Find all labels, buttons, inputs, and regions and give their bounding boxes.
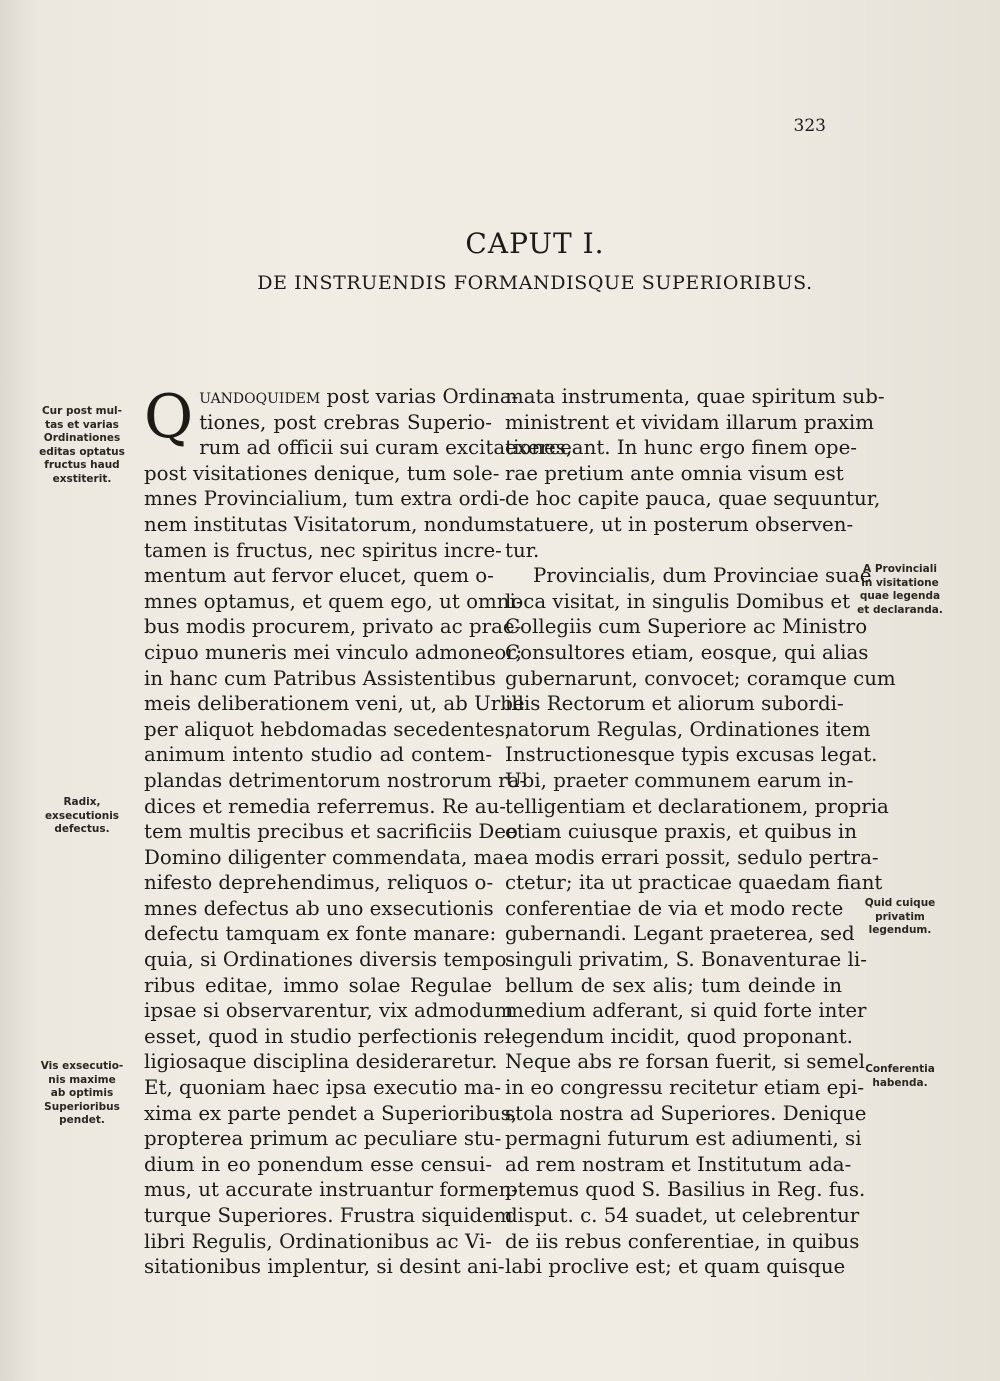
margin-note-left-3: Vis exsecutio- nis maxime ab optimis Superioribus pendet.	[40, 1060, 124, 1126]
text-line: mata instrumenta, quae spiritum sub-	[505, 385, 885, 408]
text-line: illis Rectorum et aliorum subordi-	[505, 692, 844, 716]
opening-word: uandoquidem	[199, 385, 321, 408]
text-line: propterea primum ac peculiare stu-	[144, 1127, 502, 1151]
text-line: bellum de sex alis; tum deinde in	[505, 973, 842, 997]
page-number: 323	[793, 116, 826, 136]
body-column-right	[505, 384, 896, 1280]
text-line: etiam cuiusque praxis, et quibus in	[505, 820, 857, 844]
text-line: sitationibus implentur, si desint ani-	[144, 1255, 505, 1279]
text-line: conferentiae de via et modo recte	[505, 896, 844, 920]
text-line: ea modis errari possit, sedulo pertra-	[505, 845, 879, 869]
text-line: mnes Provincialium, tum extra ordi-	[144, 487, 506, 511]
text-line: ipsae si observarentur, vix admodum	[144, 999, 514, 1023]
text-line: mus, ut accurate instruantur formen-	[144, 1178, 518, 1202]
text-line: Domino diligenter commendata, ma-	[144, 845, 511, 869]
text-line: tiones, post crebras Superio-	[199, 410, 492, 434]
text-line: mentum aut fervor elucet, quem o-	[144, 564, 494, 588]
text-line: nem institutas Visitatorum, nondum	[144, 512, 506, 536]
text-line: quia, si Ordinationes diversis tempo-	[144, 948, 514, 972]
text-line: medium adferant, si quid forte inter	[505, 999, 867, 1023]
text-line: post visitationes denique, tum sole-	[144, 461, 500, 485]
text-line: in eo congressu recitetur etiam epi-	[505, 1076, 864, 1100]
text-line: Provincialis, dum Provinciae suae	[533, 564, 872, 588]
text-line: xima ex parte pendet a Superioribus,	[144, 1101, 518, 1125]
text-line: Neque abs re forsan fuerit, si semel	[505, 1050, 865, 1074]
text-line: Ubi, praeter communem earum in-	[505, 768, 854, 792]
text-line: animum intento studio ad contem-	[144, 743, 492, 767]
margin-note-right-2: Quid cuique privatim legendum.	[864, 897, 936, 936]
text-line: cipuo muneris mei vinculo admoneor;	[144, 640, 523, 664]
text-line: loca visitat, in singulis Domibus et	[505, 589, 851, 613]
text-line: tur.	[505, 538, 540, 562]
text-line: singuli privatim, S. Bonaventurae li-	[505, 948, 867, 972]
text-line: gubernarunt, convocet; coramque cum	[505, 666, 896, 690]
text-line: defectu tamquam ex fonte manare:	[144, 922, 497, 946]
text-line: Collegiis cum Superiore ac Ministro	[505, 615, 868, 639]
text-line: de hoc capite pauca, quae sequuntur,	[505, 487, 881, 511]
text-line: dium in eo ponendum esse censui-	[144, 1152, 492, 1176]
text-line: ad rem nostram et Institutum ada-	[505, 1152, 852, 1176]
drop-cap: Q	[144, 382, 194, 452]
text-line: uandoquidem post varias Ordina-	[199, 385, 519, 408]
text-line: libri Regulis, Ordinationibus ac Vi-	[144, 1229, 492, 1253]
margin-note-left-2: Radix, exsecutionis defectus.	[44, 796, 120, 835]
text-line: tamen is fructus, nec spiritus incre-	[144, 538, 502, 562]
text-line: plandas detrimentorum nostrorum ra-	[144, 768, 527, 792]
text-line: labi proclive est; et quam quisque	[505, 1255, 846, 1279]
text-line: Instructionesque typis excusas legat.	[505, 743, 878, 767]
text-line: in hanc cum Patribus Assistentibus	[144, 666, 496, 690]
text-line: ministrent et vividam illarum praxim	[505, 410, 875, 434]
text-line: legendum incidit, quod proponant.	[505, 1024, 853, 1048]
text-line: statuere, ut in posterum observen-	[505, 512, 854, 536]
body-column-left	[144, 382, 573, 1280]
margin-note-right-1: A Provinciali in visitatione quae legenda et declaranda.	[857, 563, 943, 616]
text-line: mnes defectus ab uno exsecutionis	[144, 896, 494, 920]
text-line: rum ad officii sui curam excitationes,	[199, 436, 573, 460]
text-line: telligentiam et declarationem, propria	[505, 794, 889, 818]
text-line: exerceant. In hunc ergo finem ope-	[505, 436, 857, 460]
text-line: rae pretium ante omnia visum est	[505, 461, 844, 485]
text-line: meis deliberationem veni, ut, ab Urbe	[144, 692, 525, 716]
text-line: disput. c. 54 suadet, ut celebrentur	[505, 1204, 860, 1227]
chapter-subtitle: DE INSTRUENDIS FORMANDISQUE SUPERIORIBUS.	[257, 272, 813, 294]
text-line: dices et remedia referremus. Re au-	[144, 794, 506, 818]
text-line: ribus editae, immo solae Regulae	[144, 973, 492, 997]
chapter-title: CAPUT I.	[465, 227, 605, 260]
text-line: gubernandi. Legant praeterea, sed	[505, 922, 855, 946]
text-line: ptemus quod S. Basilius in Reg. fus.	[505, 1178, 866, 1202]
text-line: de iis rebus conferentiae, in quibus	[505, 1229, 860, 1253]
text-line: mnes optamus, et quem ego, ut omni-	[144, 589, 523, 613]
text-line: bus modis procurem, privato ac prae-	[144, 615, 522, 639]
text-line: ctetur; ita ut practicae quaedam fiant	[505, 871, 883, 895]
margin-note-left-1: Cur post mul- tas et varias Ordinationes editas optatus fructus haud exstiterit.	[39, 405, 125, 485]
text-line: turque Superiores. Frustra siquidem	[144, 1204, 513, 1227]
text-line: esset, quod in studio perfectionis re-	[144, 1024, 512, 1048]
text-line: stola nostra ad Superiores. Denique	[505, 1101, 867, 1125]
text-line: Et, quoniam haec ipsa executio ma-	[144, 1076, 502, 1100]
text-line: natorum Regulas, Ordinationes item	[505, 717, 871, 741]
text-line: Consultores etiam, eosque, qui alias	[505, 640, 869, 664]
text-line: permagni futurum est adiumenti, si	[505, 1127, 862, 1151]
text-line: nifesto deprehendimus, reliquos o-	[144, 871, 494, 895]
text-line: ligiosaque disciplina desideraretur.	[144, 1050, 498, 1074]
text-line: per aliquot hebdomadas secedentes,	[144, 717, 512, 741]
margin-note-right-3: Conferentia habenda.	[865, 1063, 935, 1089]
text-line: tem multis precibus et sacrificiis Deo	[144, 820, 518, 844]
